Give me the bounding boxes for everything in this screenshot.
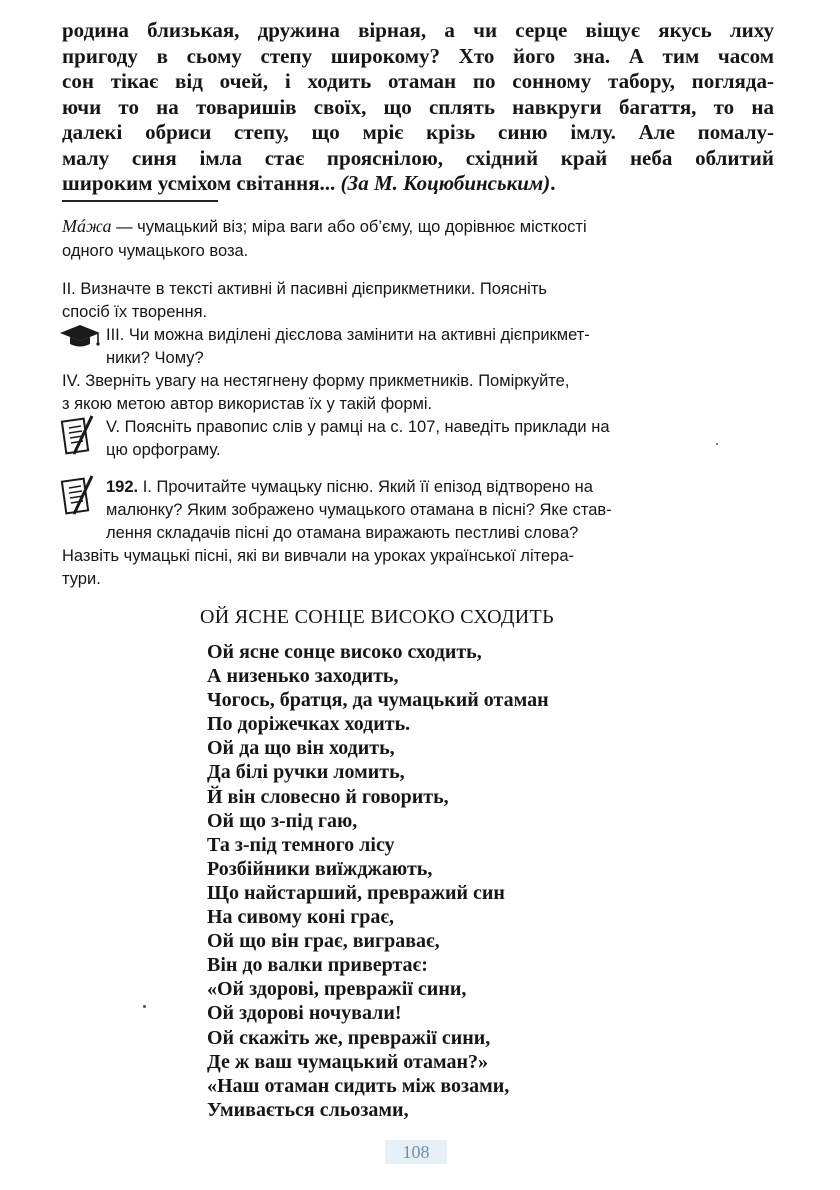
task-2-line: ІІ. Визначте в тексті активні й пасивні дієприкметники. Поясніть <box>62 280 548 298</box>
song-line: Розбійники виїжджають, <box>207 857 433 880</box>
exercise-line: Назвіть чумацькі пісні, які ви вивчали на уроках української літера- <box>62 547 574 565</box>
graduation-cap-icon <box>58 323 102 349</box>
task-5-line: цю орфограму. <box>106 441 221 459</box>
song-line: Що найстарший, превражий син <box>207 881 505 904</box>
song-line: Ой здорові ночували! <box>207 1002 402 1025</box>
task-list <box>62 278 774 462</box>
exercise-line: лення складачів пісні до отамана виражають пестливі слова? <box>106 524 579 542</box>
intro-end-period: . <box>550 171 556 195</box>
exercise-number: 192. <box>106 478 139 496</box>
song-line: Чогось, братця, да чумацький отаман <box>207 689 549 712</box>
intro-line: ючи то на товаришів своїх, що сплять навкруги багаття, то на <box>62 94 774 119</box>
footnote-line: одного чумацького воза. <box>62 242 249 260</box>
song-line: Й він словесно й говорить, <box>207 785 449 808</box>
notebook-pen-icon <box>60 474 96 516</box>
intro-line-last <box>62 171 774 197</box>
exercise-line <box>62 476 774 499</box>
task-5-line: V. Поясніть правопис слів у рамці на с. 107, наведіть приклади на <box>106 418 610 436</box>
task-4-line: з якою метою автор використав їх у такій формі. <box>62 395 433 413</box>
print-speck <box>716 443 718 445</box>
task-4-line: IV. Зверніть увагу на нестягнену форму прикметників. Поміркуйте, <box>62 372 570 390</box>
intro-line: родина близькая, дружина вірная, а чи серце віщує якусь лиху <box>62 18 774 42</box>
page-number: 108 <box>385 1140 447 1164</box>
print-speck <box>143 1005 146 1008</box>
exercise-line: малюнку? Яким зображено чумацького отамана в пісні? Яке став- <box>106 501 612 519</box>
exercise-text: І. Прочитайте чумацьку пісню. Який її епізод відтворено на <box>138 478 593 496</box>
song-line: На сивому коні грає, <box>207 906 395 929</box>
exercise-192 <box>62 476 774 591</box>
song-line: «Ой здорові, превражії сини, <box>207 978 467 1001</box>
footnote-definition: — чумацький віз; міра ваги або об’єму, що дорівнює місткості <box>111 218 587 236</box>
notebook-pen-icon <box>60 414 96 456</box>
task-2-line: спосіб їх творення. <box>62 303 208 321</box>
song-line: Та з-під темного лісу <box>207 833 395 856</box>
footnote-term: Мáжа <box>62 216 112 236</box>
song-line: «Наш отаман сидить між возами, <box>207 1074 510 1097</box>
song-line: Умивається сльозами, <box>207 1098 409 1121</box>
song-line: А низенько заходить, <box>207 665 399 688</box>
task-3-line: ІІІ. Чи можна виділені дієслова замінити на активні дієприкмет- <box>106 326 590 344</box>
song-line: Він до валки привертає: <box>207 954 428 977</box>
song-line: Ой скажіть же, превражії сини, <box>207 1026 491 1049</box>
song-line: Ой ясне сонце високо сходить, <box>207 641 482 663</box>
exercise-line: тури. <box>62 570 101 588</box>
task-3-line: ники? Чому? <box>106 349 204 367</box>
song-line: Ой да що він ходить, <box>207 737 395 760</box>
footnote-divider <box>62 200 218 202</box>
song-line: Да білі ручки ломить, <box>207 761 405 784</box>
footnote-line <box>62 214 774 239</box>
song-verse <box>207 640 767 1122</box>
footnote <box>62 214 774 263</box>
song-line: Де ж ваш чумацький отаман?» <box>207 1050 489 1073</box>
song-title: ОЙ ЯСНЕ СОНЦЕ ВИСОКО СХОДИТЬ <box>200 606 554 628</box>
intro-line-text: широким усміхом світання... <box>62 171 341 195</box>
song-line: Ой що з-під гаю, <box>207 809 358 832</box>
intro-line: далекі обриси степу, що мріє крізь синю імлу. Але помалу- <box>62 120 774 144</box>
song-line: По доріжечках ходить. <box>207 713 411 736</box>
source-attribution: (За М. Коцюбинським) <box>340 171 551 195</box>
song-line: Ой що він грає, виграває, <box>207 930 440 953</box>
intro-paragraph <box>62 18 774 197</box>
intro-line: пригоду в сьому степу широкому? Хто його зна. А тим часом <box>62 43 774 68</box>
intro-line: сон тікає від очей, і ходить отаман по сонному табору, погляда- <box>62 69 774 93</box>
intro-line: малу синя імла стає прояснілою, східний край неба облитий <box>62 145 774 170</box>
